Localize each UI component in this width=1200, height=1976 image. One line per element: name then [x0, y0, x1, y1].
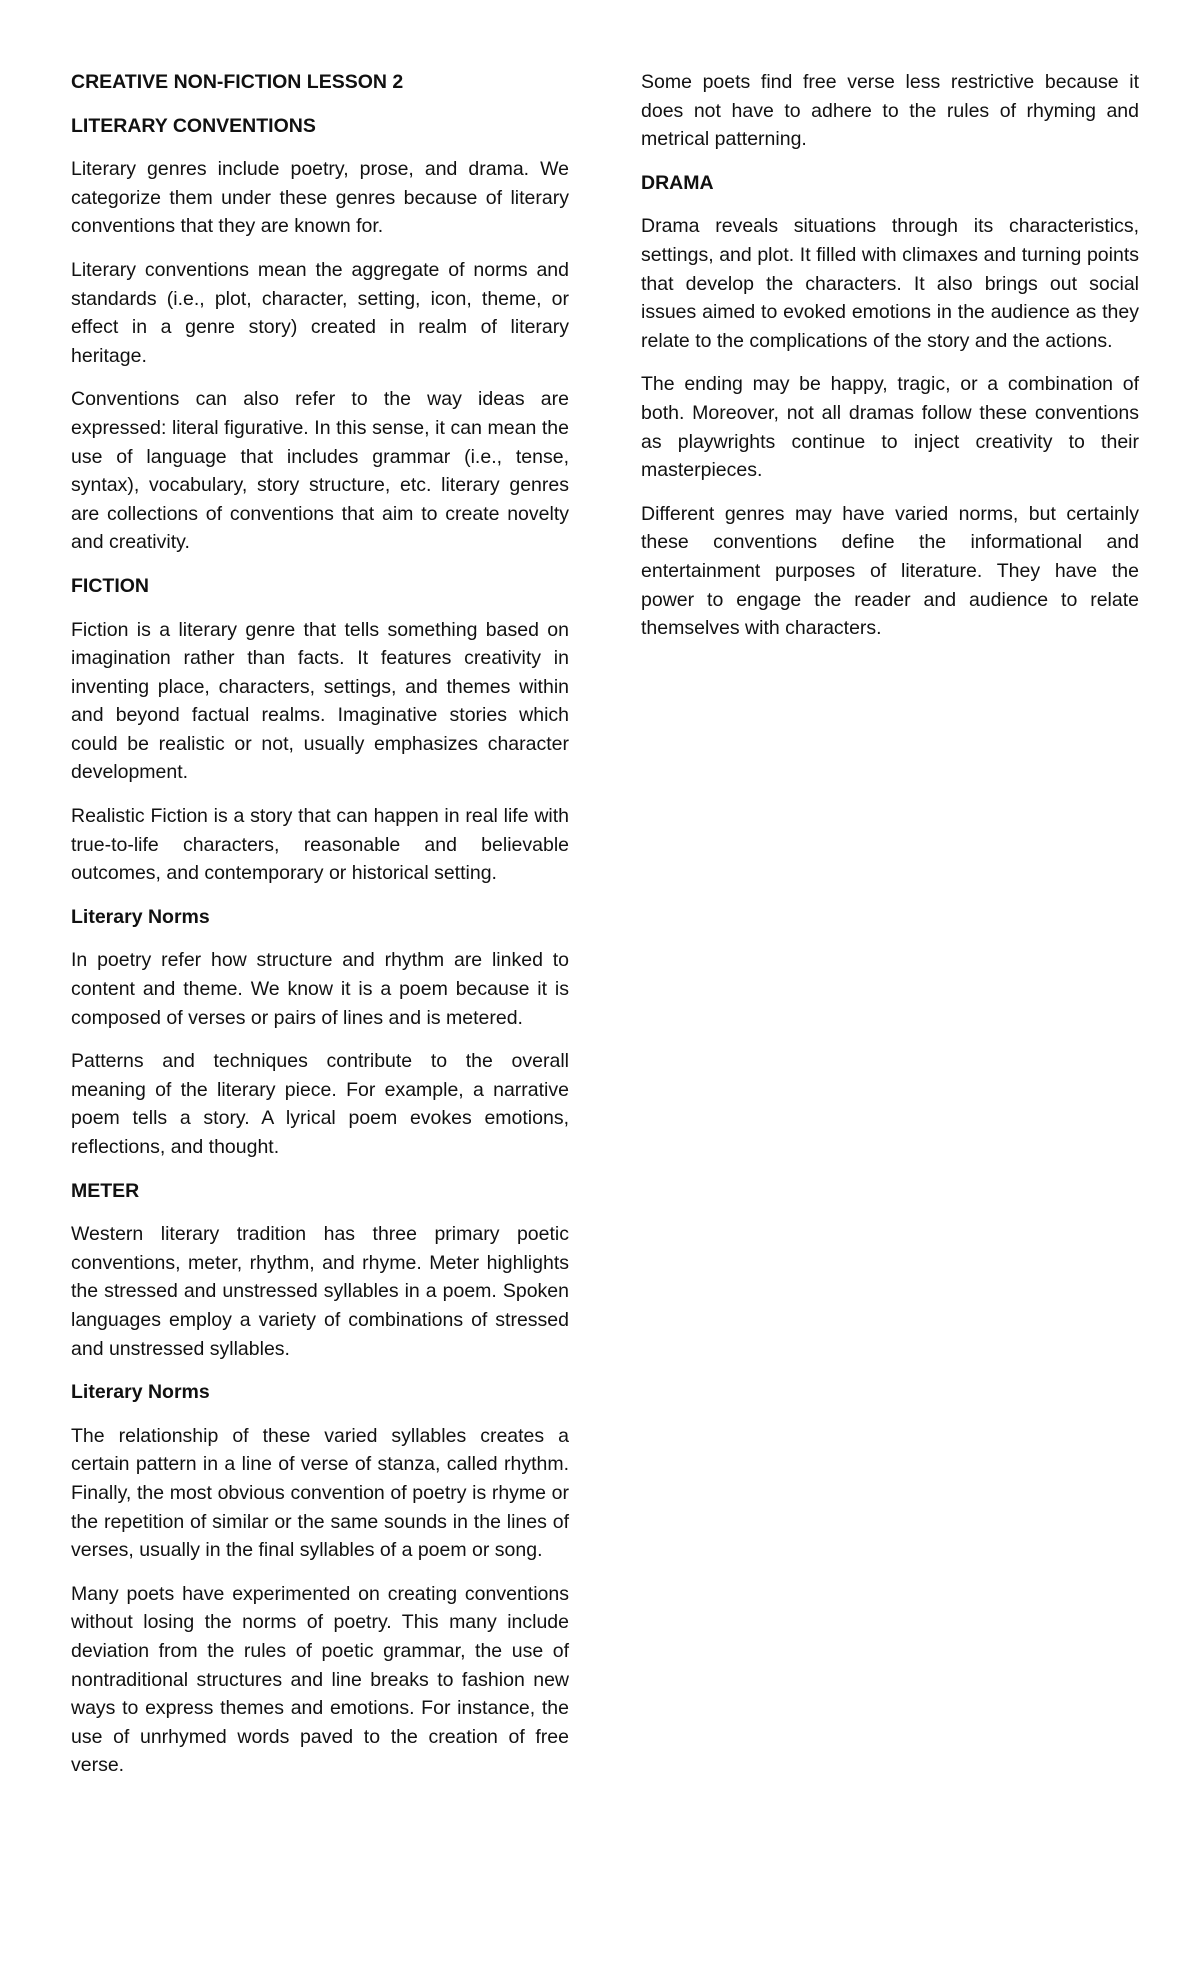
paragraph-rhythm-rhyme: The relationship of these varied syllables creates a certain pattern in a line of verse of stanza, called rhythm. Finally, the most obvious convention of poetry is rhyme or the repetition of similar or the same sounds in the lines of verses, usually in the final syllables of a poem or song.: [71, 1424, 569, 1562]
heading-fiction: FICTION: [71, 574, 149, 597]
paragraph-ending: The ending may be happy, tragic, or a combination of both. Moreover, not all dramas follow these conventions as playwrights continue to inject creativity to their masterpieces.: [641, 373, 1139, 482]
paragraph-genres: Literary genres include poetry, prose, and drama. We categorize them under these genres because of literary conventions that they are known for.: [71, 158, 569, 238]
heading-drama: DRAMA: [641, 171, 714, 194]
paragraph-fiction: Fiction is a literary genre that tells something based on imagination rather than facts. It features creativity in inventing place, characters, settings, and themes within and beyond factual realms. Imaginative stories which could be realistic or not, usually emphasizes character development.: [71, 618, 569, 784]
heading-meter: METER: [71, 1179, 140, 1202]
paragraph-patterns: Patterns and techniques contribute to the overall meaning of the literary piece. For example, a narrative poem tells a story. A lyrical poem evokes emotions, reflections, and thought.: [71, 1050, 569, 1158]
heading-literary-norms-2: Literary Norms: [71, 1381, 210, 1404]
lesson-title: CREATIVE NON-FICTION LESSON 2: [71, 71, 404, 93]
left-column: [71, 68, 569, 1795]
paragraph-poetry-norms: In poetry refer how structure and rhythm are linked to content and theme. We know it is a poem because it is composed of verses or pairs of lines and is metered.: [71, 949, 569, 1029]
right-column: [641, 68, 1139, 658]
paragraph-genres-norms: Different genres may have varied norms, but certainly these conventions define the informational and entertainment purposes of literature. They have the power to engage the reader and audience to relate themselves with characters.: [641, 502, 1139, 640]
paragraph-free-verse: Some poets find free verse less restrictive because it does not have to adhere to the rules of rhyming and metrical patterning.: [641, 71, 1139, 151]
paragraph-experimentation: Many poets have experimented on creating conventions without losing the norms of poetry. This many include deviation from the rules of poetic grammar, the use of nontraditional structures and line breaks to fashion new ways to express themes and emotions. For instance, the use of unrhymed words paved to the creation of free verse.: [71, 1582, 569, 1777]
paragraph-meter: Western literary tradition has three primary poetic conventions, meter, rhythm, and rhyme. Meter highlights the stressed and unstressed syllables in a poem. Spoken languages employ a variety of combinations of stressed and unstressed syllables.: [71, 1223, 569, 1360]
paragraph-realistic-fiction: Realistic Fiction is a story that can happen in real life with true-to-life characters, reasonable and believable outcomes, and contemporary or historical setting.: [71, 805, 569, 885]
paragraph-conventions-definition: Literary conventions mean the aggregate of norms and standards (i.e., plot, character, setting, icon, theme, or effect in a genre story) created in realm of literary heritage.: [71, 258, 569, 367]
heading-literary-norms-1: Literary Norms: [71, 905, 210, 928]
paragraph-drama: Drama reveals situations through its characteristics, settings, and plot. It filled with climaxes and turning points that develop the characters. It also brings out social issues aimed to evoked emotions in the audience as they relate to the complications of the story and the actions.: [641, 215, 1139, 352]
heading-literary-conventions: LITERARY CONVENTIONS: [71, 114, 316, 137]
paragraph-conventions-expression: Conventions can also refer to the way ideas are expressed: literal figurative. In this sense, it can mean the use of language that includes grammar (i.e., tense, syntax), vocabulary, story structure, etc. literary genres are collections of conventions that aim to create novelty and creativity.: [71, 388, 569, 554]
